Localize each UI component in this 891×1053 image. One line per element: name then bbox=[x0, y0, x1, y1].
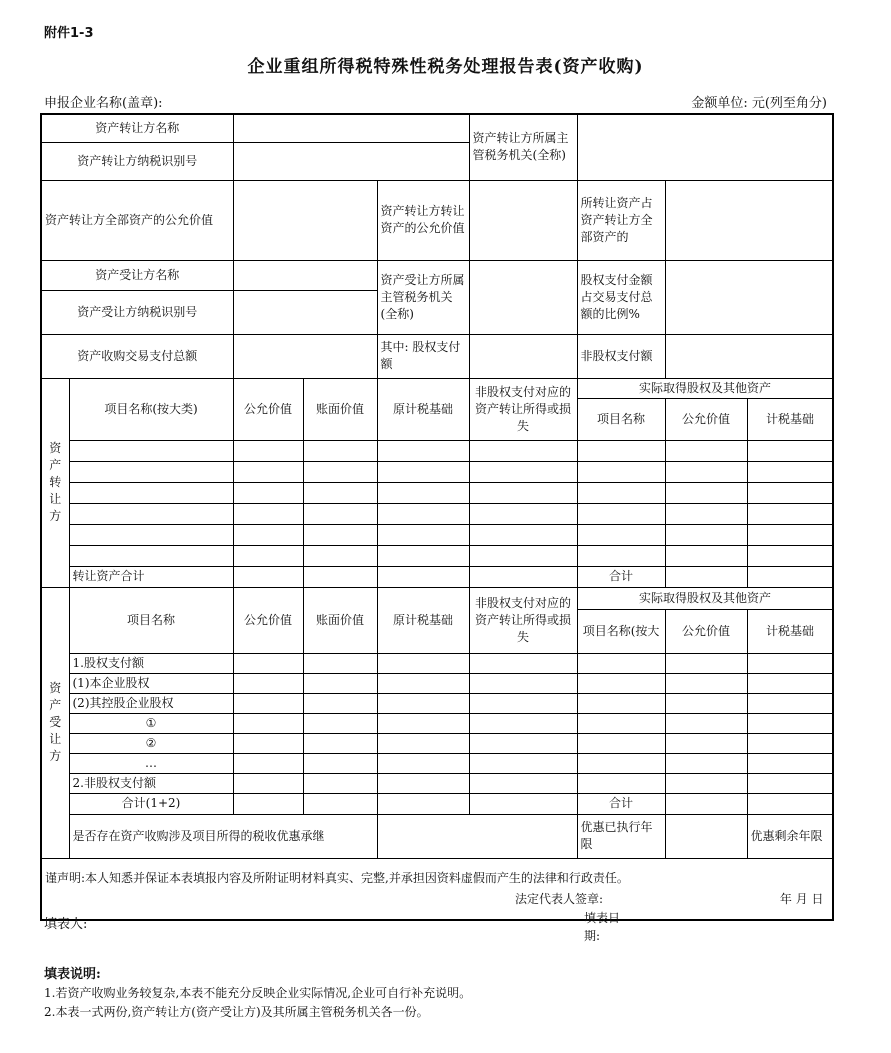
s2-total-label: 合计(1+2) bbox=[69, 793, 233, 814]
date-label: 年 月 日 bbox=[779, 891, 824, 906]
s1-total-label: 转让资产合计 bbox=[69, 566, 233, 587]
transferor-authority-field[interactable] bbox=[577, 114, 833, 180]
s1-header-sub-fair: 公允价值 bbox=[665, 398, 747, 440]
transferee-name-label: 资产受让方名称 bbox=[41, 260, 233, 290]
signature-line bbox=[45, 887, 830, 908]
table-row bbox=[41, 733, 833, 753]
table-row bbox=[41, 461, 833, 482]
transferred-assets-fair-value-field[interactable] bbox=[469, 180, 577, 260]
equity-payment-field[interactable] bbox=[469, 334, 577, 378]
section2-side-label: 资 产 受 让 方 bbox=[41, 587, 69, 858]
declaration-text: 谨声明:本人知悉并保证本表填报内容及所附证明材料真实、完整,并承担因资料虚假而产生的法律和行政责任。 bbox=[45, 870, 629, 885]
transferor-name-field[interactable] bbox=[233, 114, 469, 142]
total-payment-label: 资产收购交易支付总额 bbox=[41, 334, 233, 378]
s1-header-sub-basis: 计税基础 bbox=[747, 398, 833, 440]
s2-header-sub-fair: 公允价值 bbox=[665, 609, 747, 653]
preference-field[interactable] bbox=[377, 814, 577, 858]
table-row bbox=[41, 653, 833, 673]
remaining-years-label: 优惠剩余年限 bbox=[747, 814, 833, 858]
s1-header-item: 项目名称(按大类) bbox=[69, 378, 233, 440]
table-row bbox=[41, 524, 833, 545]
s1-sum-label: 合计 bbox=[577, 566, 665, 587]
s2-sum-label: 合计 bbox=[577, 793, 665, 814]
table-row bbox=[41, 482, 833, 503]
executed-years-field[interactable] bbox=[665, 814, 747, 858]
unit-label: 金额单位: 元(列至角分) bbox=[691, 96, 827, 111]
s2-row-label: ① bbox=[69, 713, 233, 733]
transferee-name-field[interactable] bbox=[233, 260, 377, 290]
filler-label: 填表人: bbox=[44, 917, 88, 932]
s1-header-fair-value: 公允价值 bbox=[233, 378, 303, 440]
s2-header-book-value: 账面价值 bbox=[303, 587, 377, 653]
report-form-table bbox=[40, 113, 834, 921]
asset-ratio-label: 所转让资产占资产转让方全部资产的 bbox=[577, 180, 665, 260]
declaration-cell bbox=[41, 858, 833, 920]
s2-row-label: (1)本企业股权 bbox=[69, 673, 233, 693]
transferee-authority-label: 资产受让方所属主管税务机关(全称) bbox=[377, 260, 469, 334]
table-row bbox=[41, 713, 833, 733]
table-row bbox=[41, 753, 833, 773]
s1-header-sub-item: 项目名称 bbox=[577, 398, 665, 440]
s1-header-non-equity-gain: 非股权支付对应的资产转让所得或损失 bbox=[469, 378, 577, 440]
table-row bbox=[41, 693, 833, 713]
table-row bbox=[41, 773, 833, 793]
s2-row-label: 1.股权支付额 bbox=[69, 653, 233, 673]
s2-header-sub-item: 项目名称(按大 bbox=[577, 609, 665, 653]
preference-label: 是否存在资产收购涉及项目所得的税收优惠承继 bbox=[69, 814, 377, 858]
fill-date-label: 填表日期: bbox=[584, 911, 621, 943]
form-title: 企业重组所得税特殊性税务处理报告表(资产收购) bbox=[247, 57, 644, 77]
table-row bbox=[41, 673, 833, 693]
transferee-taxid-field[interactable] bbox=[233, 290, 377, 334]
s2-header-actual-group: 实际取得股权及其他资产 bbox=[577, 587, 833, 609]
transferred-assets-fair-value-label: 资产转让方转让资产的公允价值 bbox=[377, 180, 469, 260]
s2-row-label: … bbox=[69, 753, 233, 773]
s1-header-book-value: 账面价值 bbox=[303, 378, 377, 440]
total-payment-field[interactable] bbox=[233, 334, 377, 378]
all-assets-fair-value-label: 资产转让方全部资产的公允价值 bbox=[41, 180, 233, 260]
transferor-authority-label: 资产转让方所属主管税务机关(全称) bbox=[469, 114, 577, 180]
table-row bbox=[41, 440, 833, 461]
s1-header-actual-group: 实际取得股权及其他资产 bbox=[577, 378, 833, 398]
transferee-taxid-label: 资产受让方纳税识别号 bbox=[41, 290, 233, 334]
note-item: 1.若资产收购业务较复杂,本表不能充分反映企业实际情况,企业可自行补充说明。 bbox=[44, 986, 472, 1000]
s2-header-non-equity-gain: 非股权支付对应的资产转让所得或损失 bbox=[469, 587, 577, 653]
executed-years-label: 优惠已执行年限 bbox=[577, 814, 665, 858]
s2-header-fair-value: 公允价值 bbox=[233, 587, 303, 653]
s2-row-label: (2)其控股企业股权 bbox=[69, 693, 233, 713]
table-row bbox=[41, 503, 833, 524]
note-item: 2.本表一式两份,资产转让方(资产受让方)及其所属主管税务机关各一份。 bbox=[44, 1005, 429, 1019]
s2-header-item: 项目名称 bbox=[69, 587, 233, 653]
s1-total-row bbox=[41, 566, 833, 587]
s2-row-label: ② bbox=[69, 733, 233, 753]
asset-ratio-field[interactable] bbox=[665, 180, 833, 260]
s2-total-row bbox=[41, 793, 833, 814]
all-assets-fair-value-field[interactable] bbox=[233, 180, 377, 260]
s1-header-tax-basis: 原计税基础 bbox=[377, 378, 469, 440]
s2-row-label: 2.非股权支付额 bbox=[69, 773, 233, 793]
table-row bbox=[41, 545, 833, 566]
signature-label: 法定代表人签章: bbox=[515, 891, 604, 906]
s2-header-tax-basis: 原计税基础 bbox=[377, 587, 469, 653]
s2-header-sub-basis: 计税基础 bbox=[747, 609, 833, 653]
equity-ratio-field[interactable] bbox=[665, 260, 833, 334]
equity-payment-label: 其中: 股权支付额 bbox=[377, 334, 469, 378]
section1-side-label: 资 产 转 让 方 bbox=[41, 378, 69, 587]
transferor-name-label: 资产转让方名称 bbox=[41, 114, 233, 142]
equity-ratio-label: 股权支付金额占交易支付总额的比例% bbox=[577, 260, 665, 334]
transferor-taxid-field[interactable] bbox=[233, 142, 469, 180]
non-equity-payment-field[interactable] bbox=[665, 334, 833, 378]
notes-title: 填表说明: bbox=[44, 967, 101, 982]
transferee-authority-field[interactable] bbox=[469, 260, 577, 334]
non-equity-payment-label: 非股权支付额 bbox=[577, 334, 665, 378]
transferor-taxid-label: 资产转让方纳税识别号 bbox=[41, 142, 233, 180]
applicant-label: 申报企业名称(盖章): bbox=[44, 96, 163, 111]
attachment-label: 附件1-3 bbox=[44, 26, 94, 41]
